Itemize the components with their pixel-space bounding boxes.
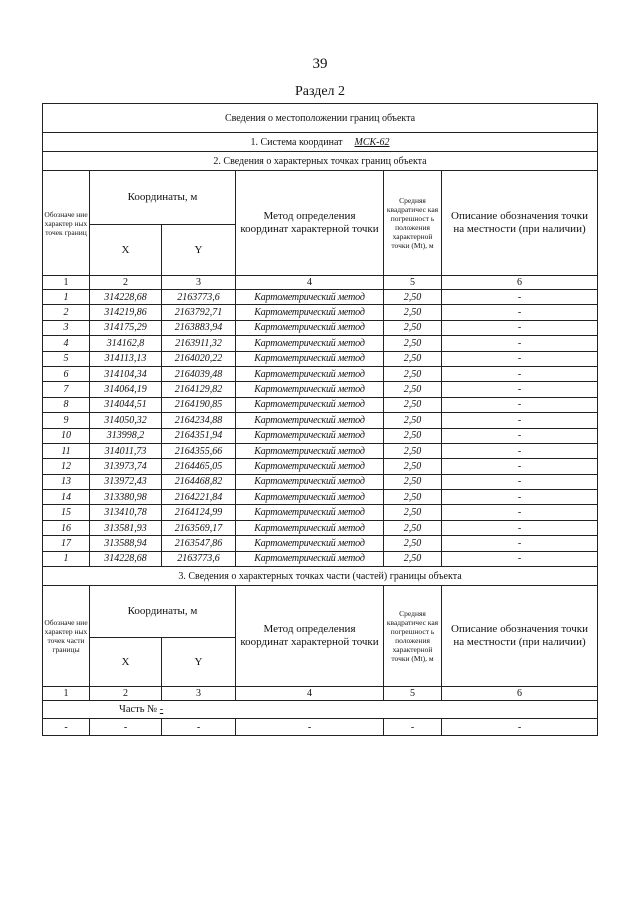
point-cell: 4 xyxy=(43,336,90,351)
point-cell: 17 xyxy=(43,536,90,551)
method-cell: Картометрический метод xyxy=(236,413,384,428)
table-row xyxy=(43,536,598,551)
point-cell: 3 xyxy=(43,320,90,335)
table-row xyxy=(43,459,598,474)
method-cell: Картометрический метод xyxy=(236,459,384,474)
col-num-3: 3 xyxy=(162,276,236,290)
part-col-num-3: 3 xyxy=(162,687,236,701)
description-cell: - xyxy=(442,320,598,335)
method-cell: Картометрический метод xyxy=(236,551,384,566)
point-cell: 14 xyxy=(43,490,90,505)
accuracy-cell: 2,50 xyxy=(384,382,442,397)
y-cell: 2164355,66 xyxy=(162,443,236,458)
method-cell: Картометрический метод xyxy=(236,520,384,535)
description-cell: - xyxy=(442,536,598,551)
boundary-table xyxy=(42,103,598,736)
x-cell: 313380,98 xyxy=(90,490,162,505)
y-cell: 2163773,6 xyxy=(162,290,236,305)
part-label-cell xyxy=(43,701,598,719)
point-cell: 15 xyxy=(43,505,90,520)
method-cell: Картометрический метод xyxy=(236,428,384,443)
point-cell: 5 xyxy=(43,351,90,366)
part-col-num-2: 2 xyxy=(90,687,162,701)
method-cell: Картометрический метод xyxy=(236,474,384,489)
part-cell-3: - xyxy=(162,719,236,736)
part-head-description: Описание обозначения точки на местности (при наличии) xyxy=(442,586,598,687)
y-cell: 2164465,05 xyxy=(162,459,236,474)
y-cell: 2163911,32 xyxy=(162,336,236,351)
point-cell: 12 xyxy=(43,459,90,474)
accuracy-cell: 2,50 xyxy=(384,290,442,305)
point-cell: 13 xyxy=(43,474,90,489)
x-cell: 314104,34 xyxy=(90,366,162,381)
x-cell: 313581,93 xyxy=(90,520,162,535)
col-num-4: 4 xyxy=(236,276,384,290)
accuracy-cell: 2,50 xyxy=(384,505,442,520)
description-cell: - xyxy=(442,305,598,320)
accuracy-cell: 2,50 xyxy=(384,443,442,458)
y-cell: 2164234,88 xyxy=(162,413,236,428)
x-cell: 313972,43 xyxy=(90,474,162,489)
y-cell: 2163547,86 xyxy=(162,536,236,551)
point-cell: 10 xyxy=(43,428,90,443)
method-cell: Картометрический метод xyxy=(236,490,384,505)
accuracy-cell: 2,50 xyxy=(384,428,442,443)
x-cell: 313973,74 xyxy=(90,459,162,474)
method-cell: Картометрический метод xyxy=(236,443,384,458)
part-label-row xyxy=(43,701,598,719)
page-number: 39 xyxy=(312,56,328,72)
part-head-method: Метод определения координат характерной точки xyxy=(236,586,384,687)
part-value: - xyxy=(159,704,164,716)
x-cell: 313588,94 xyxy=(90,536,162,551)
method-cell: Картометрический метод xyxy=(236,336,384,351)
col-num-5: 5 xyxy=(384,276,442,290)
table-row xyxy=(43,551,598,566)
method-cell: Картометрический метод xyxy=(236,351,384,366)
accuracy-cell: 2,50 xyxy=(384,474,442,489)
description-cell: - xyxy=(442,382,598,397)
description-cell: - xyxy=(442,397,598,412)
part-cell-2: - xyxy=(90,719,162,736)
method-cell: Картометрический метод xyxy=(236,536,384,551)
table-row xyxy=(43,382,598,397)
method-cell: Картометрический метод xyxy=(236,505,384,520)
method-cell: Картометрический метод xyxy=(236,366,384,381)
part-head-point: Обозначе ние характер ных точек части границы xyxy=(43,586,90,687)
description-cell: - xyxy=(442,443,598,458)
part-cell-5: - xyxy=(384,719,442,736)
accuracy-cell: 2,50 xyxy=(384,459,442,474)
x-cell: 314064,19 xyxy=(90,382,162,397)
part-col-num-6: 6 xyxy=(442,687,598,701)
x-cell: 313998,2 xyxy=(90,428,162,443)
head-point: Обозначе ние характер ных точек границ xyxy=(43,171,90,276)
x-cell: 313410,78 xyxy=(90,505,162,520)
description-cell: - xyxy=(442,336,598,351)
coord-system-row xyxy=(43,133,598,152)
method-cell: Картометрический метод xyxy=(236,290,384,305)
col-num-2: 2 xyxy=(90,276,162,290)
description-cell: - xyxy=(442,474,598,489)
table-row xyxy=(43,320,598,335)
description-cell: - xyxy=(442,520,598,535)
y-cell: 2164020,22 xyxy=(162,351,236,366)
method-cell: Картометрический метод xyxy=(236,382,384,397)
y-cell: 2164190,85 xyxy=(162,397,236,412)
description-cell: - xyxy=(442,551,598,566)
part-col-num-1: 1 xyxy=(43,687,90,701)
table-title: Сведения о местоположении границ объекта xyxy=(43,104,598,133)
point-cell: 1 xyxy=(43,551,90,566)
table-row xyxy=(43,351,598,366)
y-cell: 2163773,6 xyxy=(162,551,236,566)
point-cell: 16 xyxy=(43,520,90,535)
x-cell: 314219,86 xyxy=(90,305,162,320)
y-cell: 2164129,82 xyxy=(162,382,236,397)
x-cell: 314228,68 xyxy=(90,290,162,305)
section-title: Раздел 2 xyxy=(294,84,346,99)
part-column-number-row xyxy=(43,687,598,701)
accuracy-cell: 2,50 xyxy=(384,397,442,412)
accuracy-cell: 2,50 xyxy=(384,351,442,366)
accuracy-cell: 2,50 xyxy=(384,490,442,505)
accuracy-cell: 2,50 xyxy=(384,520,442,535)
y-cell: 2163792,71 xyxy=(162,305,236,320)
section-2-row xyxy=(43,152,598,171)
method-cell: Картометрический метод xyxy=(236,397,384,412)
description-cell: - xyxy=(442,413,598,428)
column-number-row xyxy=(43,276,598,290)
description-cell: - xyxy=(442,459,598,474)
method-cell: Картометрический метод xyxy=(236,320,384,335)
accuracy-cell: 2,50 xyxy=(384,320,442,335)
part-head-accuracy: Средняя квадратичес кая погрешност ь положения характерной точки (Mt), м xyxy=(384,586,442,687)
x-cell: 314050,32 xyxy=(90,413,162,428)
section-3-body xyxy=(43,567,598,736)
accuracy-cell: 2,50 xyxy=(384,366,442,381)
table-row xyxy=(43,474,598,489)
y-cell: 2163883,94 xyxy=(162,320,236,335)
part-cell-1: - xyxy=(43,719,90,736)
points-body xyxy=(43,290,598,567)
y-cell: 2164351,94 xyxy=(162,428,236,443)
x-cell: 314113,13 xyxy=(90,351,162,366)
x-cell: 314011,73 xyxy=(90,443,162,458)
coord-system-label: 1. Система координат xyxy=(250,136,343,148)
part-data-row xyxy=(43,719,598,736)
description-cell: - xyxy=(442,366,598,381)
part-head-coords: Координаты, м xyxy=(90,586,236,638)
description-cell: - xyxy=(442,505,598,520)
accuracy-cell: 2,50 xyxy=(384,336,442,351)
part-cell-6: - xyxy=(442,719,598,736)
table-row xyxy=(43,520,598,535)
section-3-label: 3. Сведения о характерных точках части (частей) границы объекта xyxy=(43,567,598,586)
part-col-num-5: 5 xyxy=(384,687,442,701)
head-coords: Координаты, м xyxy=(90,171,236,225)
method-cell: Картометрический метод xyxy=(236,305,384,320)
coord-system-value: МСК-62 xyxy=(354,136,390,148)
accuracy-cell: 2,50 xyxy=(384,536,442,551)
y-cell: 2164468,82 xyxy=(162,474,236,489)
table-row xyxy=(43,305,598,320)
y-cell: 2164039,48 xyxy=(162,366,236,381)
point-cell: 6 xyxy=(43,366,90,381)
part-header-row-a xyxy=(43,586,598,638)
y-cell: 2163569,17 xyxy=(162,520,236,535)
title-row xyxy=(43,104,598,133)
col-num-6: 6 xyxy=(442,276,598,290)
head-description: Описание обозначения точки на местности (при наличии) xyxy=(442,171,598,276)
point-cell: 11 xyxy=(43,443,90,458)
description-cell: - xyxy=(442,490,598,505)
part-head-x: X xyxy=(90,637,162,687)
description-cell: - xyxy=(442,290,598,305)
table-row xyxy=(43,336,598,351)
head-y: Y xyxy=(162,224,236,276)
point-cell: 2 xyxy=(43,305,90,320)
point-cell: 9 xyxy=(43,413,90,428)
header-row-a xyxy=(43,171,598,225)
head-accuracy: Средняя квадратичес кая погрешност ь положения характерной точки (Mt), м xyxy=(384,171,442,276)
description-cell: - xyxy=(442,351,598,366)
x-cell: 314044,51 xyxy=(90,397,162,412)
col-num-1: 1 xyxy=(43,276,90,290)
table-body xyxy=(43,104,598,290)
x-cell: 314228,68 xyxy=(90,551,162,566)
table-row xyxy=(43,443,598,458)
description-cell: - xyxy=(442,428,598,443)
section-2-label: 2. Сведения о характерных точках границ объекта xyxy=(43,152,598,171)
table-row xyxy=(43,366,598,381)
y-cell: 2164124,99 xyxy=(162,505,236,520)
x-cell: 314162,8 xyxy=(90,336,162,351)
part-head-y: Y xyxy=(162,637,236,687)
section-3-row xyxy=(43,567,598,586)
table-row xyxy=(43,505,598,520)
table-row xyxy=(43,490,598,505)
part-col-num-4: 4 xyxy=(236,687,384,701)
part-label: Часть № xyxy=(119,704,158,716)
point-cell: 1 xyxy=(43,290,90,305)
accuracy-cell: 2,50 xyxy=(384,413,442,428)
accuracy-cell: 2,50 xyxy=(384,305,442,320)
table-row xyxy=(43,413,598,428)
head-x: X xyxy=(90,224,162,276)
point-cell: 7 xyxy=(43,382,90,397)
table-row xyxy=(43,290,598,305)
point-cell: 8 xyxy=(43,397,90,412)
coord-system-cell xyxy=(43,133,598,152)
x-cell: 314175,29 xyxy=(90,320,162,335)
head-method: Метод определения координат характерной точки xyxy=(236,171,384,276)
table-row xyxy=(43,428,598,443)
accuracy-cell: 2,50 xyxy=(384,551,442,566)
y-cell: 2164221,84 xyxy=(162,490,236,505)
table-row xyxy=(43,397,598,412)
part-cell-4: - xyxy=(236,719,384,736)
